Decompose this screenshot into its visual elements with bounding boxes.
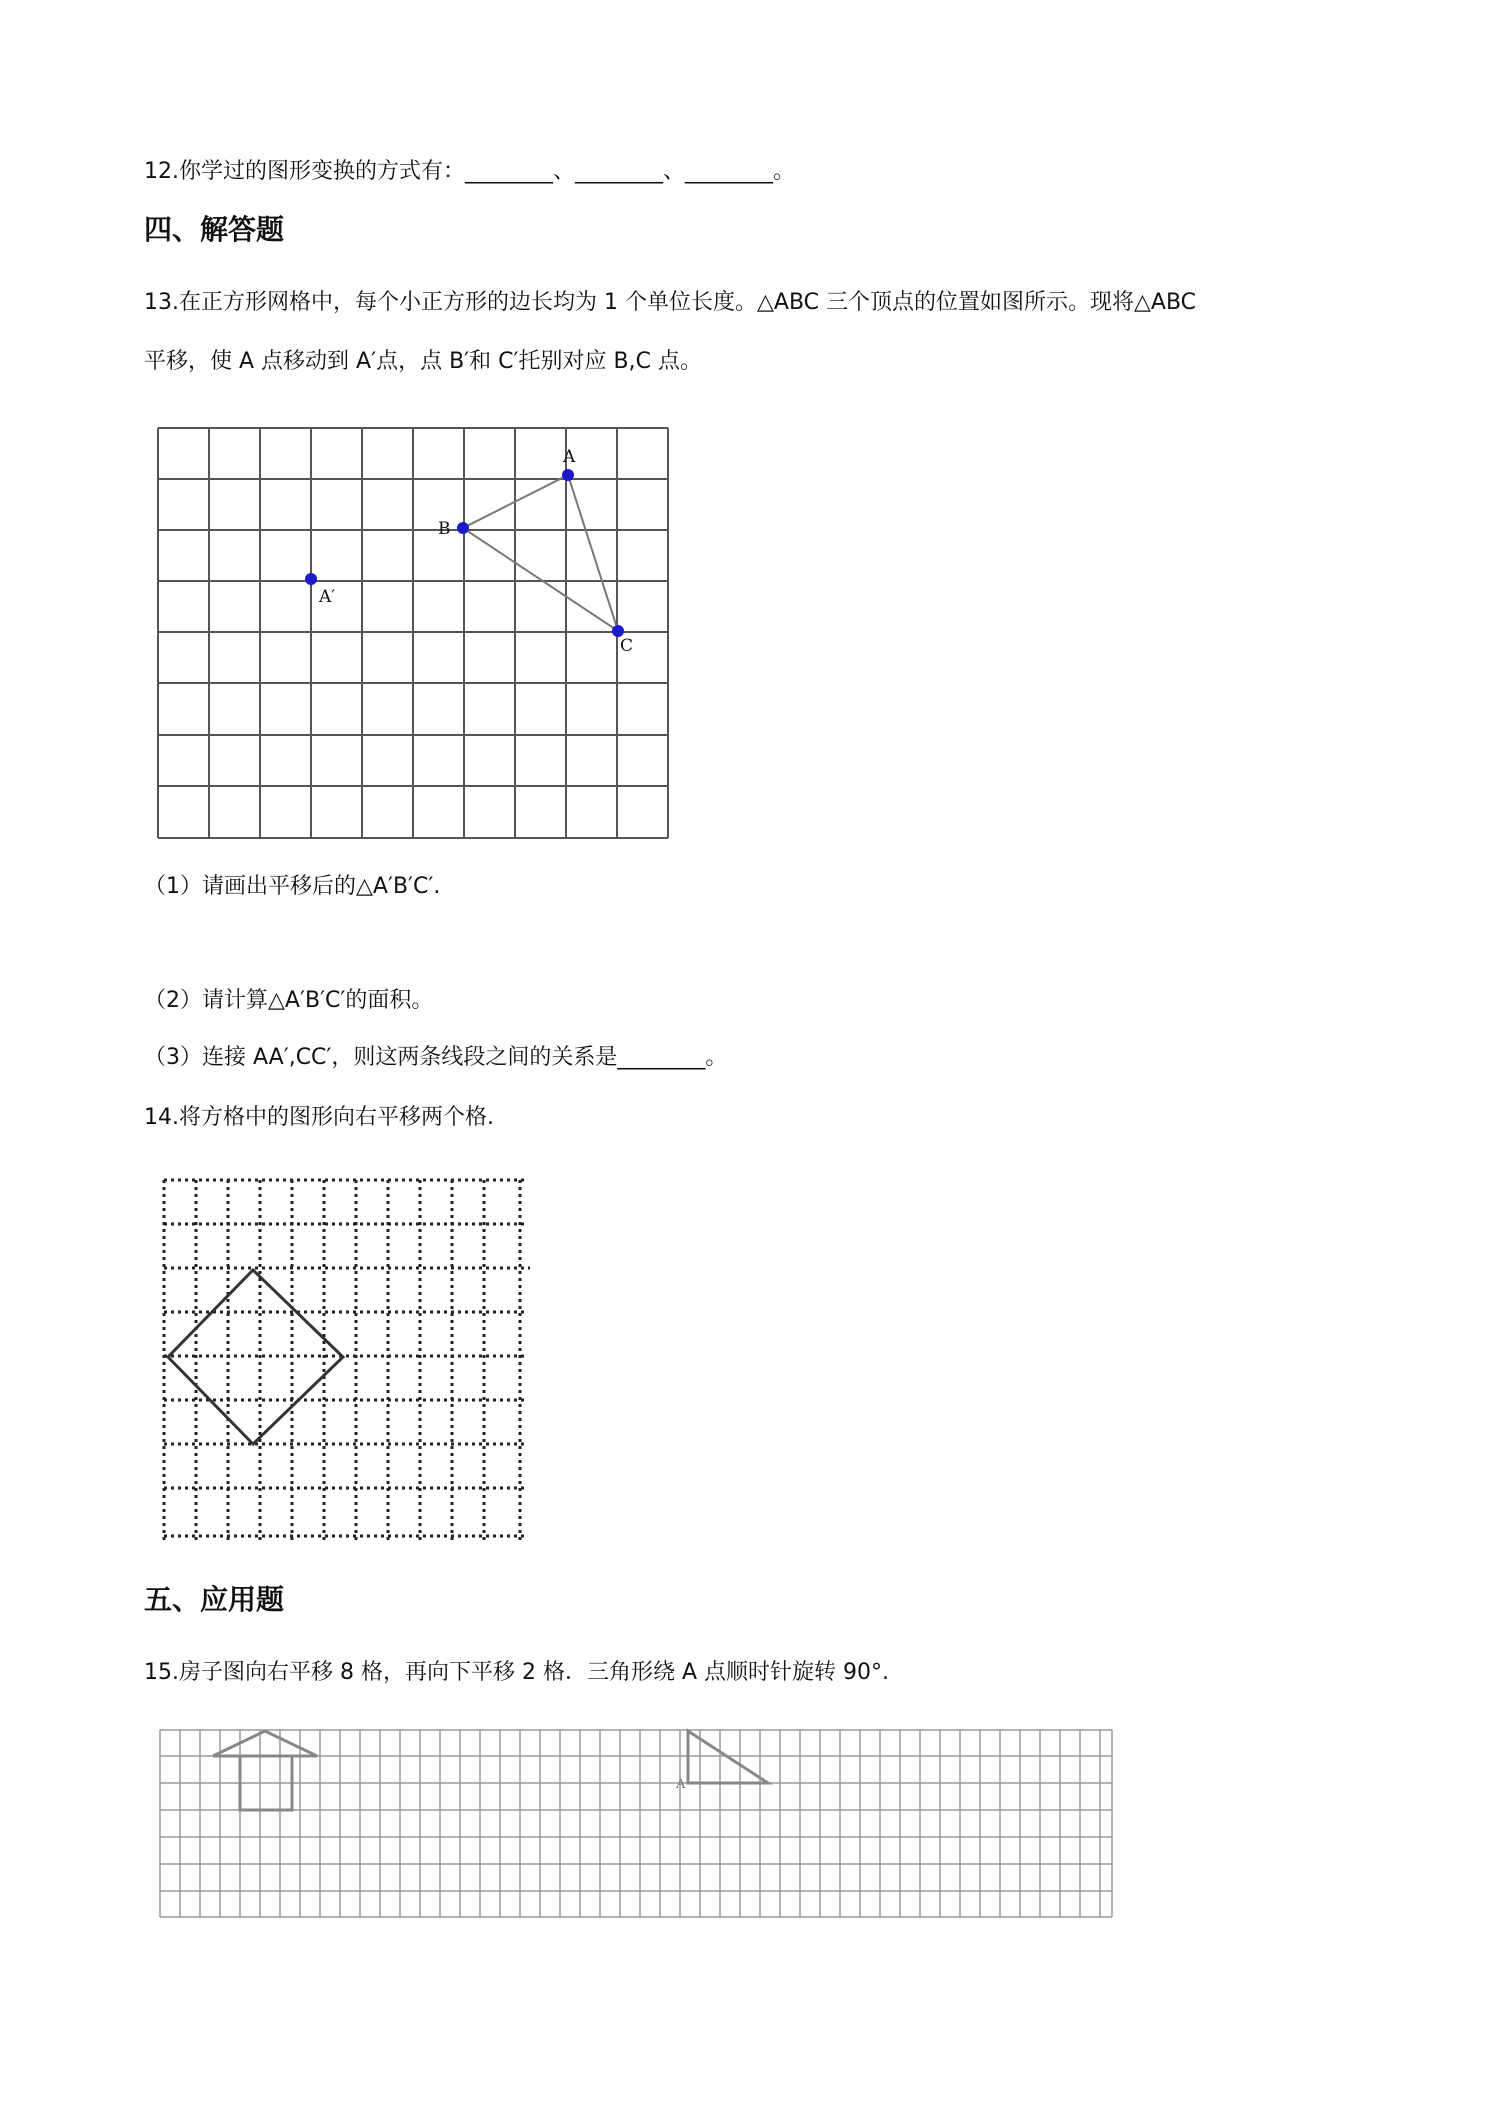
label-a-prime: A′ (319, 587, 336, 607)
question-15-text: 15.房子图向右平移 8 格，再向下平移 2 格．三角形绕 A 点顺时针旋转 90°. (144, 1660, 889, 1685)
house-grid-lines (160, 1730, 1112, 1917)
point-a-prime (305, 573, 317, 585)
label-a: A (563, 447, 576, 467)
house-shape (213, 1731, 317, 1810)
dotted-grid-lines (164, 1180, 530, 1540)
question-12-text: 12.你学过的图形变换的方式有：________、________、________。 (144, 159, 795, 184)
question-13-sub-1: （1）请画出平移后的△A′B′C′. (144, 874, 441, 899)
question-13-line-1: 13.在正方形网格中，每个小正方形的边长均为 1 个单位长度。△ABC 三个顶点的位置如图所示。现将△ABC (144, 290, 1197, 315)
triangle-grid-lines (158, 428, 668, 838)
question-14-text: 14.将方格中的图形向右平移两个格. (144, 1105, 494, 1130)
section-heading-application-questions: 五、应用题 (144, 1583, 285, 1616)
point-a (562, 469, 574, 481)
house-triangle-grid-figure (155, 1725, 1115, 1923)
question-13-sub-2: （2）请计算△A′B′C′的面积。 (144, 988, 434, 1013)
label-c: C (620, 636, 634, 656)
point-b (457, 522, 469, 534)
triangle-grid-figure (156, 425, 676, 841)
diamond-dotted-grid-figure (160, 1175, 534, 1545)
label-b: B (438, 519, 451, 539)
triangle-abc (463, 475, 618, 631)
label-a-triangle: A (676, 1777, 686, 1792)
section-heading-answer-questions: 四、解答题 (144, 213, 285, 246)
question-13-sub-3: （3）连接 AA′,CC′，则这两条线段之间的关系是________。 (144, 1045, 728, 1070)
question-13-line-2: 平移，使 A 点移动到 A′点，点 B′和 C′托别对应 B,C 点。 (144, 349, 702, 374)
